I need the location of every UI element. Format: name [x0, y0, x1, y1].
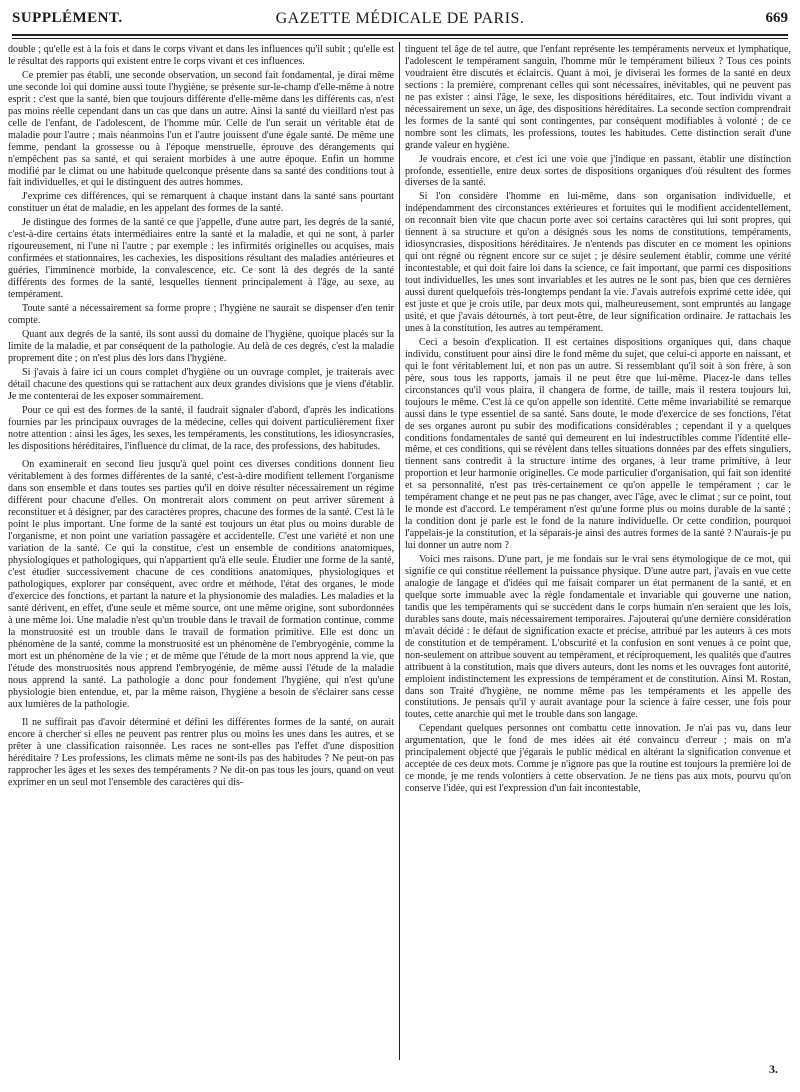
paragraph: Ce premier pas établi, une seconde observation, un second fait fondamental, je dirai même une seconde loi qui domine aussi toute l'hygiène, se présente sur-le-champ d'elle-même à notre esprit : c'est que la santé, bien que toujours différente d'elle-même dans les différents cas, n'est pas moins réelle cependant dans un cas que dans un autre. Ainsi la santé du vieillard n'est pas celle de l'enfant, de l'adolescent, de l'homme mûr. Celle de l'un serait un véritable état de maladie pour l'autre ; mais néanmoins l'un et l'autre jouissent d'une égale santé. De même une femme, pendant la grossesse ou à l'époque menstruelle, éprouve des dérangements qui n'empêchent pas sa santé, et qui seraient morbides à une autre époque. Enfin un homme modifié par le climat ou une habitude quelconque présente dans sa santé des conditions tout à fait individuelles, et qui le distinguent des autres hommes.	[8, 69, 394, 189]
page-header	[12, 8, 788, 34]
paragraph: Quant aux degrés de la santé, ils sont aussi du domaine de l'hygiène, quoique placés sur la limite de la maladie, et par conséquent de la pathologie. Au delà de ces degrés, c'est la maladie proprement dite ; on n'est plus dès lors dans l'hygiène.	[8, 328, 394, 364]
header-rule	[12, 34, 788, 36]
paragraph: Ceci a besoin d'explication. Il est certaines dispositions organiques qui, dans chaque individu, constituent pour ainsi dire le fond même du sujet, que celui-ci apporte en naissant, et qui le font véritablement lui, et non pas un autre. Si ressemblant qu'il soit à son frère, à son père, sous tous les rapports, jamais il ne peut être que lui-même. Placez-le dans telles circonstances qu'il vous plaira, il changera de forme, de taille, mais il restera toujours lui, toujours le même. C'est là ce qu'on appelle son identité. Cette même invariabilité se remarque aussi dans le type essentiel de sa santé. Sans doute, le mode d'exercice de ses fonctions, l'état de ses organes auront pu subir des modifications considérables ; cependant il y a quelques conditions fondamentales de santé qui demeurent en lui indestructibles comme l'identité elle-même, et ces conditions, qui se révèlent dans telles situations données par des effets singuliers, tiennent sans contredit à la structure intime des organes, à leur trame primitive, à leur proportion et leur harmonie originelles. Ce mode particulier d'organisation, qui fait son identité et sa personnalité, n'est pas très-certainement ce qu'on appelle le tempérament ; car le tempérament change et ne peut pas ne pas changer, avec l'âge, avec le climat ; sur ce point, tout le monde est d'accord. Le tempérament n'est qu'une forme plus ou moins durable de la santé ; la condition dont je parle est le fond de la nature individuelle. Or cette condition, pourquoi l'appelais-je la constitution, et la séparais-je ainsi des autres formes de la santé ? N'aurais-je pu lui donner un autre nom ?	[405, 336, 791, 552]
paragraph: Voici mes raisons. D'une part, je me fondais sur le vrai sens étymologique de ce mot, qui signifie ce qui constitue réellement la puissance physique. D'une autre part, j'avais en vue cette analogie de langage et d'idées qui me faisait comparer un état permanent de la santé, et en quelque sorte immuable avec la règle fondamentale et invariable qui gouverne une nation, tandis que les tempéraments qui se succèdent dans le corps humain n'en seraient que les lois, durables sans doute, mais nécessairement temporaires. J'ajouterai qu'une dernière considération m'avait décidé : le défaut de signification exacte et précise, attribué par les auteurs à ces mots de constitution et de tempérament. L'obscurité et la confusion en sont venues à ce point que, non-seulement on attribue souvent au tempérament, et réciproquement, les qualités que d'autres attribuent à la constitution, mais que divers auteurs, dont les noms et les ouvrages font autorité, emploient indistinctement les expressions de tempérament et de constitution. Ainsi M. Rostan, dans son Traité d'hygiène, ne nomme même pas les tempéraments et les appelle des constitutions. Je pensais qu'il y aurait avantage pour la science à faire cesser, une fois pour toutes, cette anarchie qui met le trouble dans son langage.	[405, 554, 791, 721]
paragraph: Si l'on considère l'homme en lui-même, dans son organisation individuelle, et indépendamment des circonstances extérieures et fortuites qui le modifient accidentellement, on reconnait bien vite que chacun porte avec soi certains caractères qui lui sont propres, qui tiennent à sa structure et qu'on a désignés sous les noms de constitutions, tempéraments, idiosyncrasies, dispositions héréditaires. Je n'entends pas discuter en ce moment les opinions qui ont régné ou règnent encore sur ce sujet ; je désire seulement établir, comme une vérité incontestable, et qui doit faire loi dans la science, ce fait important, que parmi ces dispositions tout individuelles, les unes sont invariables et les autres ne le sont pas, bien que ces dernières aussi durent quelquefois très-longtemps pendant la vie. J'avais autrefois exprimé cette idée, qui est juste et que je crois utile, par deux mots qui, malheureusement, sont empruntés au langage usité, et que j'avais détournés, à tort peut-être, de leur signification ordinaire. Je rattachais les unes à la constitution, les autres au tempérament.	[405, 191, 791, 334]
column-divider	[399, 42, 400, 1060]
paragraph: tinguent tel âge de tel autre, que l'enfant représente les tempéraments nerveux et lymphatique, l'adolescent le tempérament sanguin, l'homme mûr le tempérament bilieux ? Tous ces points voudraient être discutés et éclaircis. Quant à moi, je diviserai les formes de la santé en deux sections : la première, comprenant celles qui sont nécessaires, inévitables, qui ne peuvent pas ne pas exister : ainsi l'âge, le sexe, les dispositions héréditaires, etc. Tout individu vivant a nécessairement un sexe, un âge, des dispositions héréditaires. La seconde section comprendrait les formes de la santé qui sont contingentes, par conséquent modifiables à volonté ; de ce nombre sont les climats, les professions, toutes les habitudes. Cette distinction serait d'une grande valeur en hygiène.	[405, 44, 791, 151]
right-column	[405, 44, 791, 1064]
paragraph: Si j'avais à faire ici un cours complet d'hygiène ou un ouvrage complet, je traiterais avec détail chacune des questions qui se rattachent aux deux grandes divisions que je viens d'établir. Je me contenterai de les exposer sommairement.	[8, 366, 394, 402]
page-number: 669	[765, 10, 788, 26]
paragraph: Je voudrais encore, et c'est ici une voie que j'indique en passant, établir une distinction profonde, essentielle, entre deux sortes de dispositions organiques d'où résultent des formes diverses de la santé.	[405, 153, 791, 189]
paragraph: On examinerait en second lieu jusqu'à quel point ces diverses conditions donnent lieu véritablement à des formes différentes de la santé, c'est-à-dire modifient tellement l'organisme dans son ensemble et dans toutes ses parties qu'il en doive résulter nécessairement un régime différent pour chacune d'elles. On montrerait alors comment on peut arriver sûrement à reconstituer et à désigner, par des caractères propres, chacune des formes de la santé. C'est là le point le plus important. Une forme de la santé est toujours un état plus ou moins durable de l'organisme, et non point une variation passagère et accidentelle. C'est une variété et non une variation de la santé. Ce qui la constitue, c'est un ensemble de conditions anatomiques, physiologiques et pathologiques, qui n'appartient qu'à elle seule. Étudier une forme de la santé, c'est étudier successivement chacune de ces conditions anatomiques, physiologiques et pathologiques, explorer par conséquent, avec ordre et méthode, l'état des organes, le mode d'exercice des fonctions, et partant la nature et la physionomie des maladies. Les maladies et la santé dérivent, en effet, d'une seule et même source, ont une même origine, sont subordonnées à une même loi. Une maladie n'est qu'un trouble dans le travail de formation continue, comme la monstruosité est un trouble dans le travail de formation primitive. Elle est donc un phénomène de la santé, comme la monstruosité est un phénomène de l'embryogénie, comme la mort est un phénomène de la vie ; et de même que l'étude de la mort nous apprend la vie, que l'étude des monstruosités nous apprend l'embryogénie, de même aussi l'étude de la maladie nous apprend la santé. La pathologie a donc pour fondement l'hygiène, qui n'est qu'une physiologie bien entendue, et, par la même raison, l'hygiène a besoin de s'éclairer sans cesse aux lumières de la pathologie.	[8, 459, 394, 710]
supplement-label: SUPPLÉMENT.	[12, 10, 123, 26]
left-column	[8, 44, 394, 1064]
header-rule-thin	[12, 38, 788, 39]
journal-title: GAZETTE MÉDICALE DE PARIS.	[275, 10, 525, 27]
paragraph: Je distingue des formes de la santé ce que j'appelle, d'une autre part, les degrés de la santé, c'est-à-dire certains états intermédiaires entre la santé et la maladie, et qui ne sont, à parler rigoureusement, ni l'une ni l'autre ; par exemple : les infirmités originelles ou acquises, mais confirmées et stationnaires, les cachexies, les dispositions résultant des maladies antérieures et guéries, l'imminence morbide, la convalescence, etc. Ce sont là des degrés de la santé différents des formes de la santé, lesquelles tiennent principalement à l'âge, au sexe, au tempérament.	[8, 217, 394, 301]
paragraph: Il ne suffirait pas d'avoir déterminé et défini les différentes formes de la santé, on aurait encore à chercher si elles ne peuvent pas rentrer plus ou moins les unes dans les autres, et se prêter à une classification raisonnée. Les races ne sont-elles pas l'effet d'une disposition héréditaire ? Les professions, les climats même ne sont-ils pas des habitudes ? Ne peut-on pas rapprocher les âges et les sexes des tempéraments ? Ne dit-on pas tous les jours, quand on veut exprimer en un seul mot l'ensemble des caractères qui dis-	[8, 717, 394, 789]
paragraph: Toute santé a nécessairement sa forme propre ; l'hygiène ne saurait se dispenser d'en tenir compte.	[8, 303, 394, 326]
paragraph: J'exprime ces différences, qui se remarquent à chaque instant dans la santé sans pourtant constituer un état de maladie, en les appelant des formes de la santé.	[8, 191, 394, 215]
signature-mark: 3.	[769, 1062, 778, 1076]
paragraph: double ; qu'elle est à la fois et dans le corps vivant et dans les influences qu'il subit ; qu'elle est le résultat des rapports qui existent entre le corps vivant et ces influences.	[8, 44, 394, 67]
paragraph: Cependant quelques personnes ont combattu cette innovation. Je n'ai pas vu, dans leur argumentation, que le fond de mes idées ait été convaincu d'erreur ; mais on m'a principalement objecté que j'égarais le public médical en altérant la signification convenue et acceptée de ces deux mots. Comme je n'ignore pas que la routine est toujours la première loi de ce monde, je me rends volontiers à cette observation. Je ne tiens pas aux mots, pourvu qu'on conserve l'idée, qui est l'expression d'un fait incontestable,	[405, 723, 791, 795]
paragraph: Pour ce qui est des formes de la santé, il faudrait signaler d'abord, d'après les indications fournies par les principaux ouvrages de la médecine, celles qui doivent particulièrement fixer notre attention : ainsi les âges, les sexes, les tempéraments, les constitutions, les idiosyncrasies, les dispositions héréditaires, l'influence du climat, de la race, des professions, des habitudes.	[8, 404, 394, 452]
